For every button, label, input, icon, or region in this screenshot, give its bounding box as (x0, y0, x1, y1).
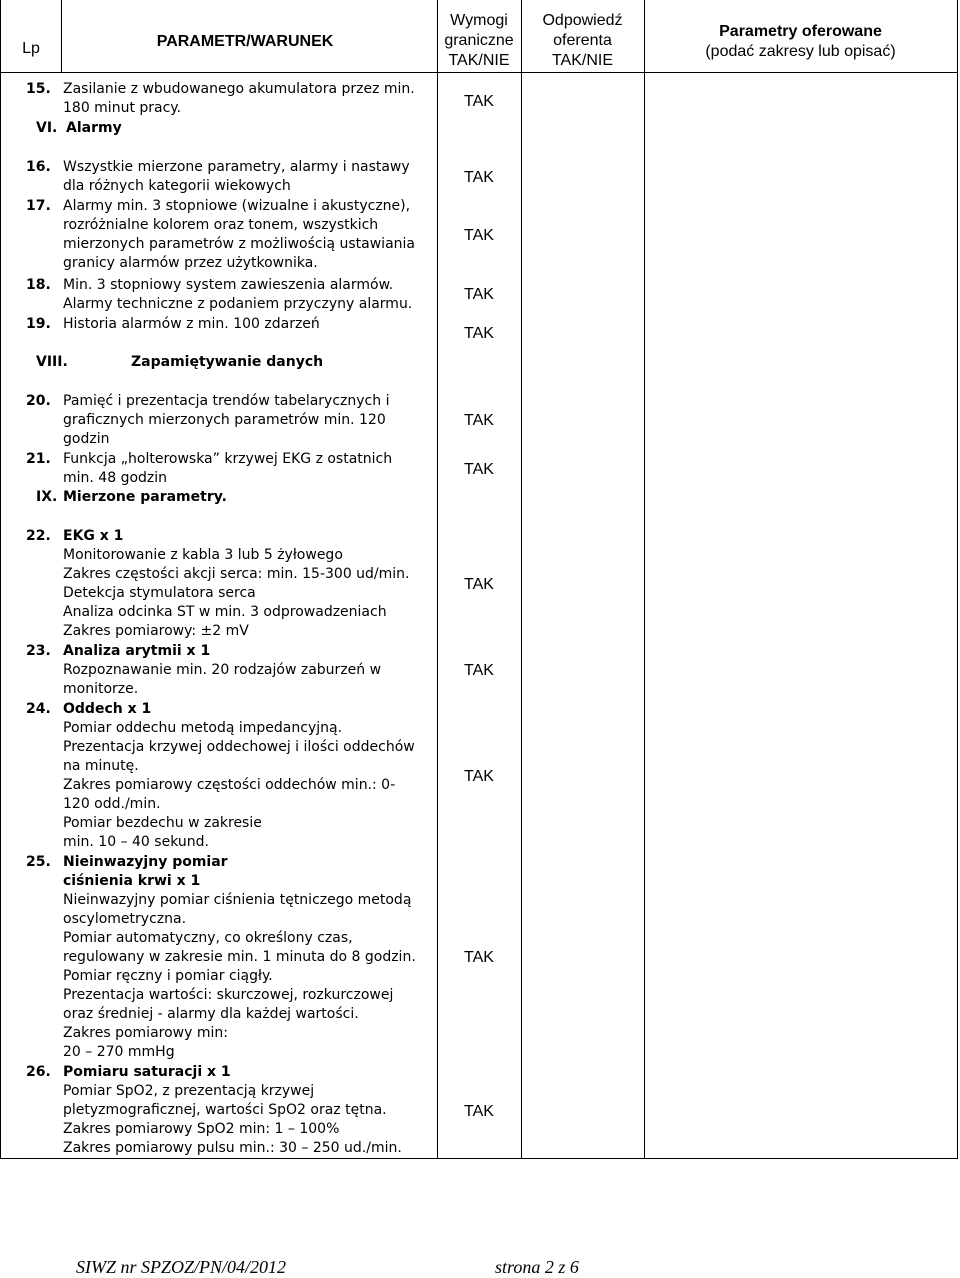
row-text: na minutę. (63, 758, 139, 774)
section-title: Alarmy (66, 120, 122, 136)
row-text: Monitorowanie z kabla 3 lub 5 żyłowego (63, 547, 343, 563)
row-number: 21. (26, 451, 51, 467)
row-text: min. 10 – 40 sekund. (63, 834, 209, 850)
header-answer-2: oferenta (553, 32, 612, 49)
row-text: godzin (63, 431, 110, 447)
row-title: ciśnienia krwi x 1 (63, 873, 201, 889)
footer-document-id: SIWZ nr SPZOZ/PN/04/2012 (76, 1257, 287, 1277)
row-text: Zakres pomiarowy SpO2 min: 1 – 100% (63, 1121, 340, 1137)
row-number: 26. (26, 1064, 51, 1080)
row-text: dla różnych kategorii wiekowych (63, 178, 291, 194)
row-title: Pomiaru saturacji x 1 (63, 1064, 231, 1080)
row-number: 20. (26, 393, 51, 409)
section-title: Zapamiętywanie danych (131, 354, 324, 370)
column-divider-lp (61, 0, 62, 72)
section-title: Mierzone parametry. (63, 489, 227, 505)
row-text: Funkcja „holterowska” krzywej EKG z ostatnich (63, 451, 393, 467)
row-text: Analiza odcinka ST w min. 3 odprowadzeniach (63, 604, 387, 620)
table-border-right (957, 0, 958, 1159)
row-title: Oddech x 1 (63, 701, 152, 717)
section-number: VI. (36, 120, 58, 136)
row-text: Alarmy min. 3 stopniowe (wizualne i akustyczne), (63, 198, 411, 214)
row-text: oscylometryczna. (63, 911, 187, 927)
column-divider-req (521, 0, 522, 1159)
requirement-value: TAK (464, 662, 494, 679)
row-text: Nieinwazyjny pomiar ciśnienia tętniczego metodą (63, 892, 412, 908)
header-answer-3: TAK/NIE (551, 52, 614, 69)
row-text: Zakres częstości akcji serca: min. 15-300 ud/min. (63, 566, 410, 582)
row-text: Zakres pomiarowy częstości oddechów min.: 0- (63, 777, 396, 793)
row-text: Pomiar bezdechu w zakresie (63, 815, 262, 831)
requirement-value: TAK (464, 1103, 494, 1120)
row-text: rozróżnialne kolorem oraz tonem, wszystkich (63, 217, 379, 233)
header-offered-1: Parametry oferowane (719, 23, 882, 40)
row-number: 25. (26, 854, 51, 870)
row-text: Pomiar SpO2, z prezentacją krzywej (63, 1083, 315, 1099)
header-lp: Lp (22, 40, 40, 57)
row-text: mierzonych parametrów z możliwością ustawiania (63, 236, 415, 252)
header-requirement-3: TAK/NIE (448, 52, 510, 69)
row-text: Pamięć i prezentacja trendów tabelarycznych i (63, 393, 390, 409)
column-divider-ans (644, 0, 645, 1159)
table-border-bottom (0, 1158, 958, 1159)
section-number: IX. (36, 489, 58, 505)
row-text: Zakres pomiarowy: ±2 mV (63, 623, 249, 639)
requirement-value: TAK (464, 169, 494, 186)
row-text: Pomiar oddechu metodą impedancyjną. (63, 720, 343, 736)
row-number: 22. (26, 528, 51, 544)
row-text: Detekcja stymulatora serca (63, 585, 256, 601)
requirement-value: TAK (464, 286, 494, 303)
requirement-value: TAK (464, 412, 494, 429)
row-text: 120 odd./min. (63, 796, 161, 812)
header-parameter: PARAMETR/WARUNEK (156, 33, 334, 50)
row-number: 18. (26, 277, 51, 293)
row-number: 15. (26, 81, 51, 97)
row-text: min. 48 godzin (63, 470, 168, 486)
header-offered-2: (podać zakresy lub opisać) (705, 43, 896, 60)
row-text: Min. 3 stopniowy system zawieszenia alarmów. (63, 277, 394, 293)
row-text: 180 minut pracy. (63, 100, 182, 116)
row-title: Nieinwazyjny pomiar (63, 854, 228, 870)
row-text: pletyzmograficznej, wartości SpO2 oraz tętna. (63, 1102, 387, 1118)
row-text: Prezentacja krzywej oddechowej i ilości oddechów (63, 739, 415, 755)
row-title: EKG x 1 (63, 528, 124, 544)
row-text: Zakres pomiarowy pulsu min.: 30 – 250 ud./min. (63, 1140, 402, 1156)
header-answer-1: Odpowiedź (542, 12, 623, 29)
row-text: Prezentacja wartości: skurczowej, rozkurczowej (63, 987, 394, 1003)
row-text: monitorze. (63, 681, 139, 697)
requirement-value: TAK (464, 93, 494, 110)
table-border-left (0, 0, 1, 1159)
row-text: Alarmy techniczne z podaniem przyczyny alarmu. (63, 296, 413, 312)
row-text: oraz średniej - alarmy dla każdej wartości. (63, 1006, 359, 1022)
header-divider (0, 72, 958, 73)
header-requirement-1: Wymogi (450, 12, 508, 29)
row-title: Analiza arytmii x 1 (63, 643, 211, 659)
row-text: regulowany w zakresie min. 1 minuta do 8 godzin. (63, 949, 416, 965)
row-text: 20 – 270 mmHg (63, 1044, 175, 1060)
row-number: 17. (26, 198, 51, 214)
row-text: Zakres pomiarowy min: (63, 1025, 228, 1041)
row-text: Zasilanie z wbudowanego akumulatora przez min. (63, 81, 415, 97)
header-requirement-2: graniczne (444, 32, 514, 49)
section-number: VIII. (36, 354, 68, 370)
row-number: 24. (26, 701, 51, 717)
requirement-value: TAK (464, 461, 494, 478)
requirement-value: TAK (464, 768, 494, 785)
row-text: Pomiar automatyczny, co określony czas, (63, 930, 353, 946)
row-text: Rozpoznawanie min. 20 rodzajów zaburzeń w (63, 662, 382, 678)
requirement-value: TAK (464, 949, 494, 966)
requirement-value: TAK (464, 576, 494, 593)
requirement-value: TAK (464, 227, 494, 244)
row-text: Wszystkie mierzone parametry, alarmy i nastawy (63, 159, 410, 175)
footer-page-number: strona 2 z 6 (495, 1257, 579, 1277)
row-number: 23. (26, 643, 51, 659)
row-number: 19. (26, 316, 51, 332)
row-text: Pomiar ręczny i pomiar ciągły. (63, 968, 273, 984)
row-text: graficznych mierzonych parametrów min. 120 (63, 412, 386, 428)
requirement-value: TAK (464, 325, 494, 342)
row-number: 16. (26, 159, 51, 175)
row-text: Historia alarmów z min. 100 zdarzeń (63, 316, 320, 332)
row-text: granicy alarmów przez użytkownika. (63, 255, 318, 271)
